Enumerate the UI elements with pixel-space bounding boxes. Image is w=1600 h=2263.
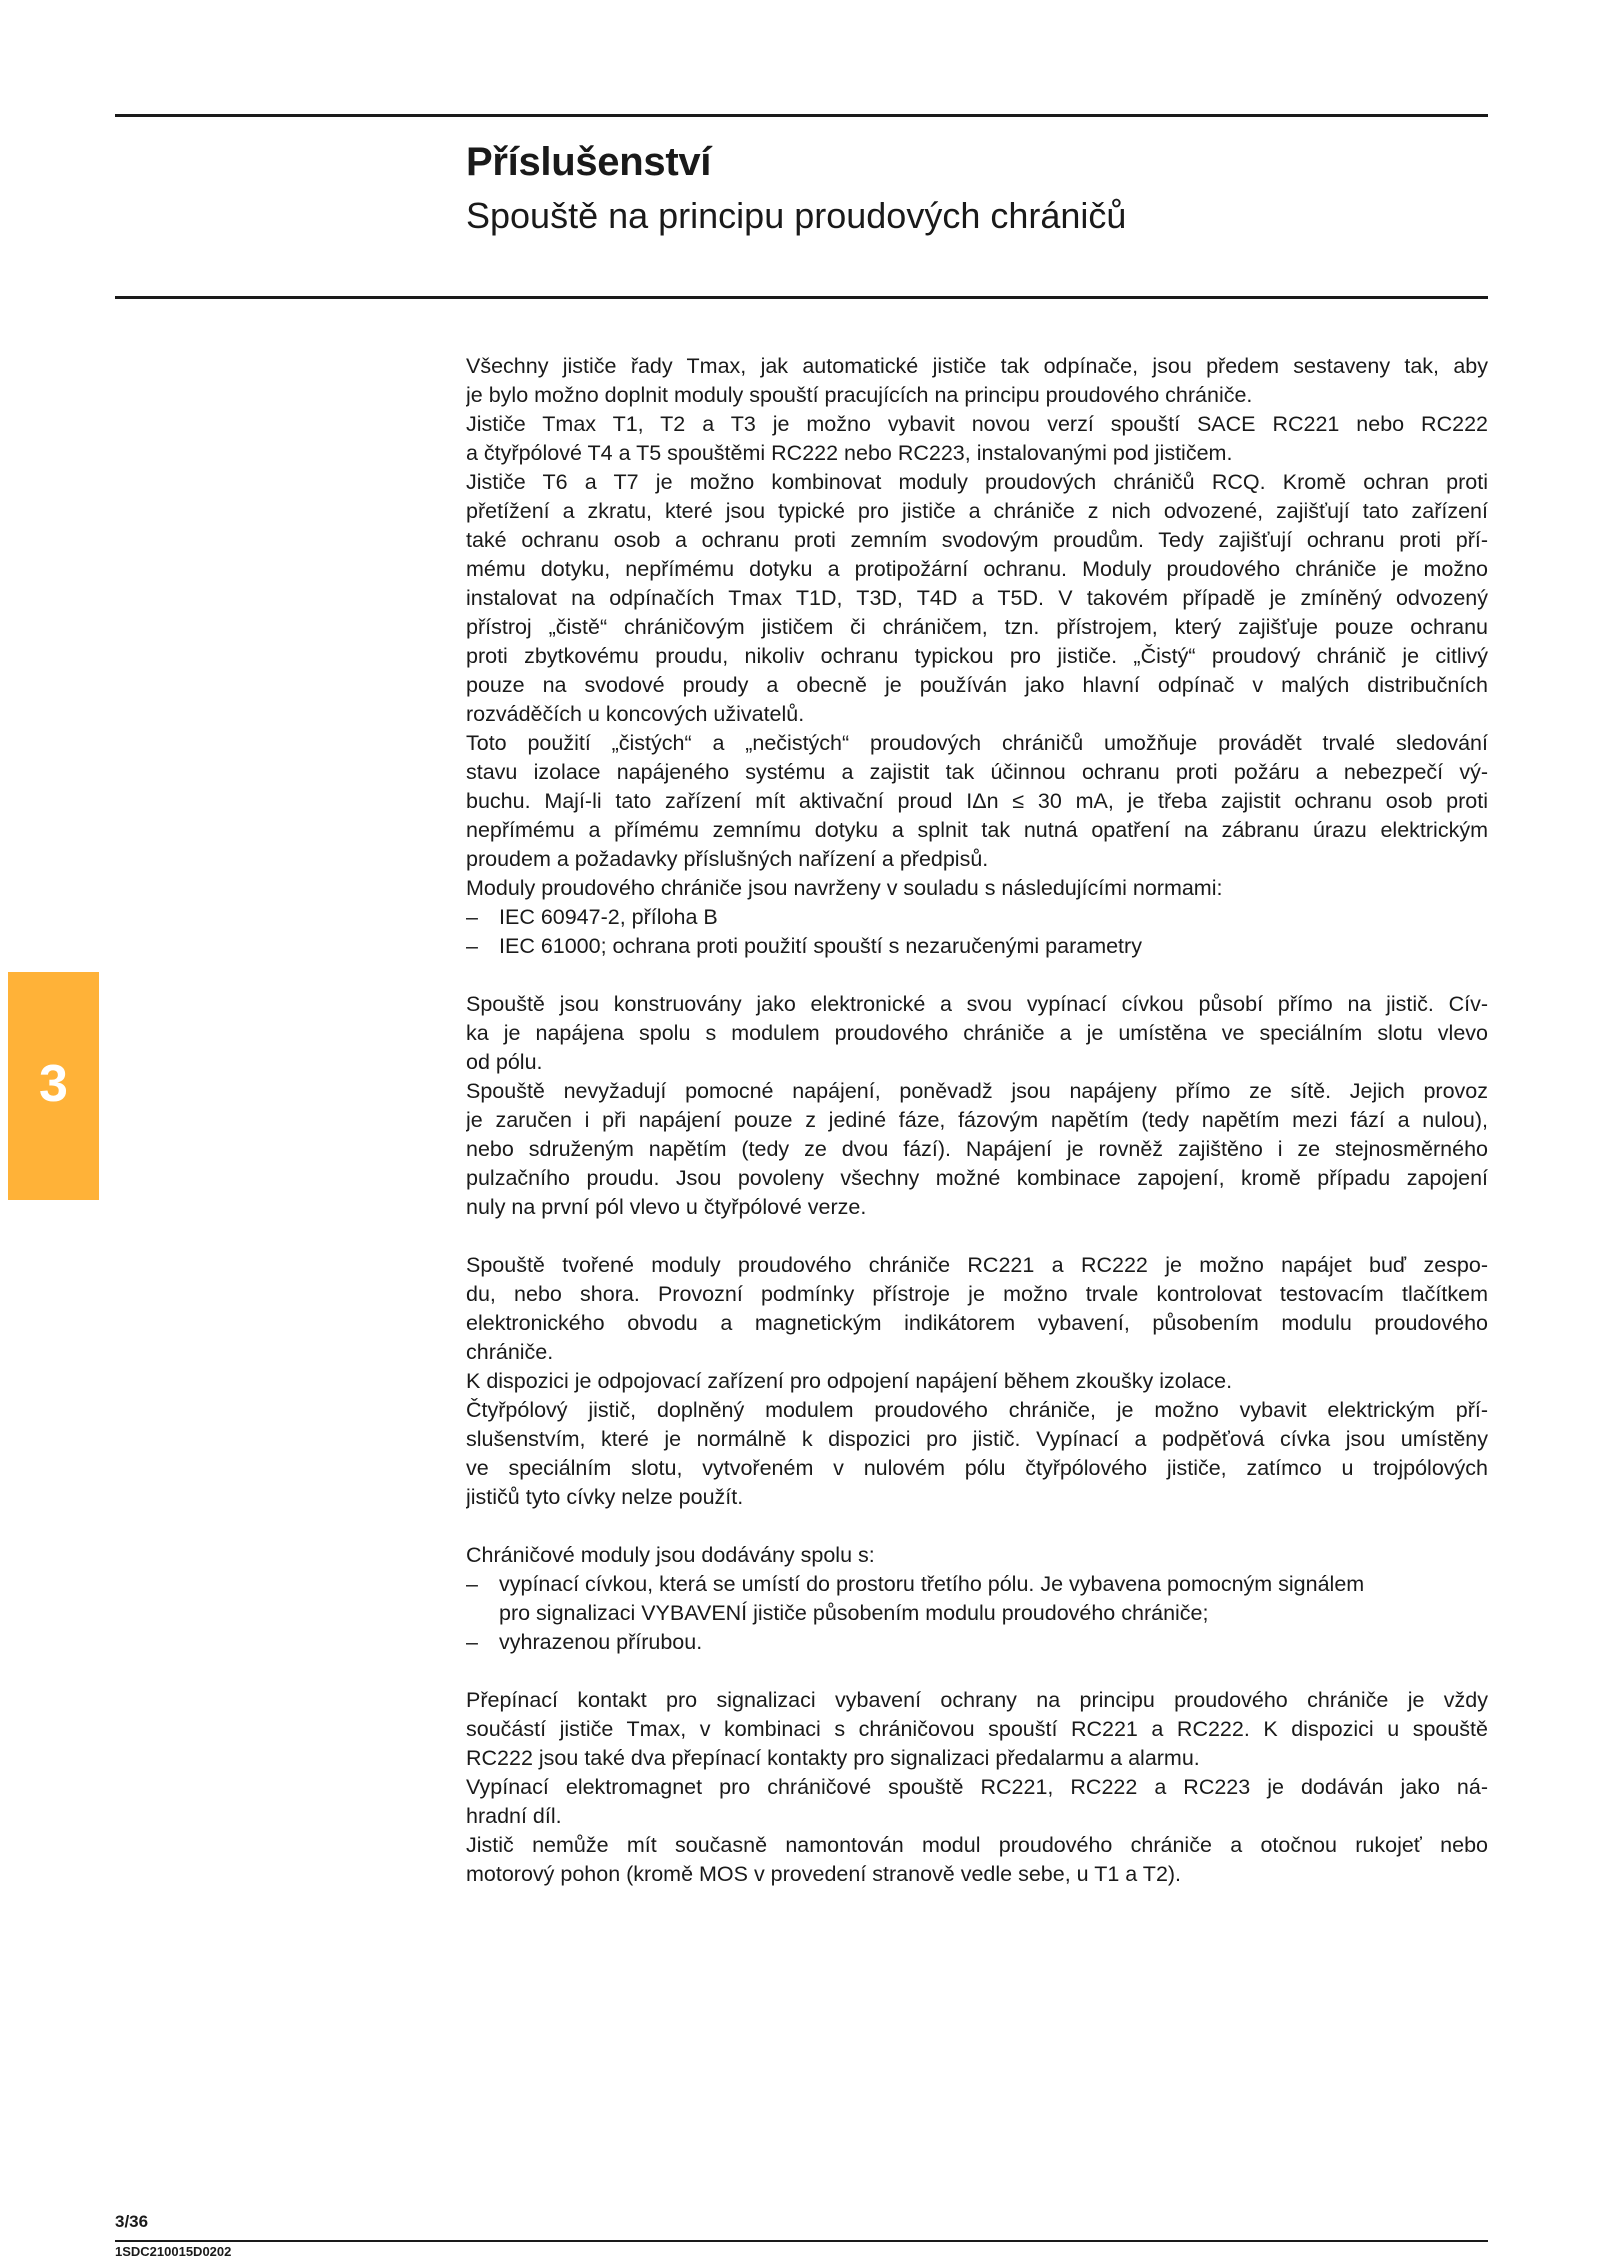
- text-line: rozváděčích u koncových uživatelů.: [466, 702, 805, 726]
- list-item: – vypínací cívkou, která se umístí do prostoru třetího pólu. Je vybavena pomocným signálem: [466, 1570, 1488, 1599]
- text-line: elektronického obvodu a magnetickým indikátorem vybavení, působením modulu proudového: [466, 1311, 1488, 1335]
- text-line: proti zbytkovému proudu, nikoliv ochranu typickou pro jističe. „Čistý“ proudový chránič je citlivý: [466, 644, 1488, 668]
- text-line: jističů tyto cívky nelze použít.: [466, 1485, 744, 1509]
- text-line: Čtyřpólový jistič, doplněný modulem proudového chrániče, je možno vybavit elektrickým pří-: [466, 1398, 1488, 1422]
- text-line: nuly na první pól vlevo u čtyřpólové verze.: [466, 1195, 867, 1219]
- text-line: a čtyřpólové T4 a T5 spouštěmi RC222 nebo RC223, instalovanými pod jističem.: [466, 441, 1233, 465]
- text-line: nepřímému a přímému zemnímu dotyku a splnit tak nutná opatření na zábranu úrazu elektrickým: [466, 818, 1488, 842]
- text-line: Chráničové moduly jsou dodávány spolu s:: [466, 1543, 875, 1567]
- text-line: instalovat na odpínačích Tmax T1D, T3D, T4D a T5D. V takovém případě je zmíněný odvozený: [466, 586, 1488, 610]
- text-line: Vypínací elektromagnet pro chráničové spouště RC221, RC222 a RC223 je dodáván jako ná-: [466, 1775, 1488, 1799]
- text-line: ve speciálním slotu, vytvořeném v nulovém pólu čtyřpólového jističe, zatímco u trojpólových: [466, 1456, 1488, 1480]
- body-text: [466, 352, 1488, 1889]
- text-line: Přepínací kontakt pro signalizaci vybavení ochrany na principu proudového chrániče je vždy: [466, 1688, 1488, 1712]
- text-line: slušenstvím, které je normálně k dispozici pro jistič. Vypínací a podpěťová cívka jsou umístěny: [466, 1427, 1488, 1451]
- text-line: také ochranu osob a ochranu proti zemním svodovým proudům. Tedy zajišťují ochranu proti pří-: [466, 528, 1488, 552]
- text-line: je zaručen i při napájení pouze z jediné fáze, fázovým napětím (tedy napětím mezi fází a nulou),: [466, 1108, 1488, 1132]
- list-item: – IEC 61000; ochrana proti použití spouští s nezaručenými parametry: [466, 932, 1488, 961]
- text-line: RC222 jsou také dva přepínací kontakty pro signalizaci předalarmu a alarmu.: [466, 1746, 1200, 1770]
- text-line: pulzačního proudu. Jsou povoleny všechny možné kombinace zapojení, kromě případu zapojení: [466, 1166, 1488, 1190]
- text-line: Všechny jističe řady Tmax, jak automatické jističe tak odpínače, jsou předem sestaveny tak, aby: [466, 354, 1488, 378]
- text-line: K dispozici je odpojovací zařízení pro odpojení napájení během zkoušky izolace.: [466, 1369, 1233, 1393]
- paragraph-spacer: [466, 1657, 1488, 1686]
- text-line: motorový pohon (kromě MOS v provedení stranově vedle sebe, u T1 a T2).: [466, 1862, 1182, 1886]
- list-item: – vyhrazenou přírubou.: [466, 1628, 1488, 1657]
- text-line: Spouště jsou konstruovány jako elektronické a svou vypínací cívkou působí přímo na jistič. Cív-: [466, 992, 1488, 1016]
- chapter-number: 3: [39, 1055, 68, 1113]
- list-item: – IEC 60947-2, příloha B: [466, 903, 1488, 932]
- text-line: Jistič nemůže mít současně namontován modul proudového chrániče a otočnou rukojeť nebo: [466, 1833, 1488, 1857]
- list-item-continuation: pro signalizaci VYBAVENÍ jističe působením modulu proudového chrániče;: [499, 1601, 1209, 1625]
- header-top-rule: [115, 114, 1488, 117]
- text-line: du, nebo shora. Provozní podmínky přístroje je možno trvale kontrolovat testovacím tlačítkem: [466, 1282, 1488, 1306]
- text-line: nebo sdruženým napětím (tedy ze dvou fází). Napájení je rovněž zajištěno i ze stejnosměrného: [466, 1137, 1488, 1161]
- text-line: buchu. Mají-li tato zařízení mít aktivační proud IΔn ≤ 30 mA, je třeba zajistit ochranu osob proti: [466, 789, 1488, 813]
- footer-rule: [115, 2240, 1488, 2242]
- text-line: ka je napájena spolu s modulem proudového chrániče a je umístěna ve speciálním slotu vlevo: [466, 1021, 1488, 1045]
- text-line: Spouště nevyžadují pomocné napájení, poněvadž jsou napájeny přímo ze sítě. Jejich provoz: [466, 1079, 1488, 1103]
- text-line: přístroj „čistě“ chráničovým jističem či chráničem, tzn. přístrojem, který zajišťuje pouze ochranu: [466, 615, 1488, 639]
- text-line: Spouště tvořené moduly proudového chrániče RC221 a RC222 je možno napájet buď zespo-: [466, 1253, 1488, 1277]
- text-line: Moduly proudového chrániče jsou navrženy v souladu s následujícími normami:: [466, 876, 1223, 900]
- header-bottom-rule: [115, 296, 1488, 299]
- text-line: součástí jističe Tmax, v kombinaci s chráničovou spouští RC221 a RC222. K dispozici u spouště: [466, 1717, 1488, 1741]
- document-code: 1SDC210015D0202: [115, 2244, 232, 2259]
- text-line: mému dotyku, nepřímému dotyku a protipožární ochranu. Moduly proudového chrániče je možno: [466, 557, 1488, 581]
- text-line: je bylo možno doplnit moduly spouští pracujících na principu proudového chrániče.: [466, 383, 1253, 407]
- page-number: 3/36: [115, 2212, 149, 2231]
- paragraph-spacer: [466, 1512, 1488, 1541]
- page-subtitle: Spouště na principu proudových chráničů: [466, 195, 1127, 236]
- text-line: Toto použití „čistých“ a „nečistých“ proudových chráničů umožňuje provádět trvalé sledování: [466, 731, 1488, 755]
- chapter-tab: [8, 972, 99, 1200]
- text-line: od pólu.: [466, 1050, 543, 1074]
- page-title: Příslušenství: [466, 140, 712, 184]
- text-line: pouze na svodové proudy a obecně je používán jako hlavní odpínač v malých distribučních: [466, 673, 1488, 697]
- text-line: stavu izolace napájeného systému a zajistit tak účinnou ochranu proti požáru a nebezpečí vý-: [466, 760, 1488, 784]
- text-line: přetížení a zkratu, které jsou typické pro jističe a chrániče z nich odvozené, zajišťují tato zařízení: [466, 499, 1488, 523]
- text-line: proudem a požadavky příslušných nařízení a předpisů.: [466, 847, 989, 871]
- text-line: Jističe Tmax T1, T2 a T3 je možno vybavit novou verzí spouští SACE RC221 nebo RC222: [466, 412, 1488, 436]
- paragraph-spacer: [466, 961, 1488, 990]
- text-line: chrániče.: [466, 1340, 554, 1364]
- paragraph-spacer: [466, 1222, 1488, 1251]
- text-line: Jističe T6 a T7 je možno kombinovat moduly proudových chráničů RCQ. Kromě ochran proti: [466, 470, 1488, 494]
- text-line: hradní díl.: [466, 1804, 562, 1828]
